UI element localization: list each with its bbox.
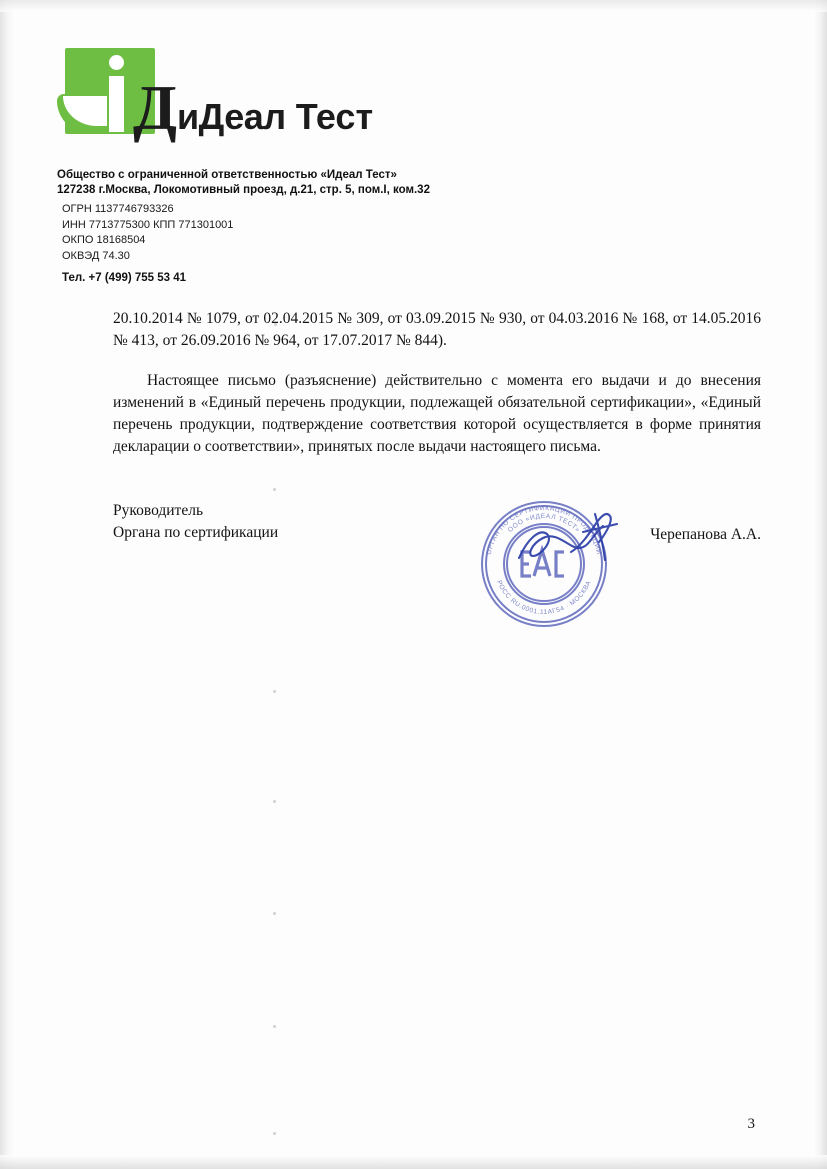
scan-speck bbox=[273, 800, 276, 803]
company-name: Общество с ограниченной ответственностью «Идеал Тест» bbox=[57, 169, 397, 181]
scan-speck bbox=[273, 912, 276, 915]
company-phone: Тел. +7 (499) 755 53 41 bbox=[62, 272, 187, 284]
signer-name: Черепанова А.А. bbox=[650, 526, 761, 543]
logo-letter-i-stem bbox=[109, 76, 124, 132]
official-stamp-icon bbox=[468, 488, 620, 640]
registration-okved: ОКВЭД 74.30 bbox=[62, 249, 130, 262]
logo-letter-i-dot bbox=[109, 55, 124, 70]
document-body bbox=[113, 308, 761, 458]
svg-text:РОСС RU.0001.11АГ54 · МОСКВА: РОСС RU.0001.11АГ54 · МОСКВА bbox=[495, 579, 593, 617]
signer-title-line-1: Руководитель bbox=[113, 502, 204, 519]
scan-speck bbox=[273, 1025, 276, 1028]
scan-speck bbox=[273, 1132, 276, 1135]
logo-letter-d: Д bbox=[133, 72, 178, 143]
scan-edge-bottom bbox=[0, 1155, 827, 1169]
body-paragraph-1: 20.10.2014 № 1079, от 02.04.2015 № 309, от 03.09.2015 № 930, от 04.03.2016 № 168, от 14.05.2016 № 413, от 26.09.2016 № 964, от 17.07.2017 № 844). bbox=[113, 310, 761, 349]
signer-title bbox=[113, 500, 278, 544]
company-identity bbox=[57, 168, 757, 198]
body-paragraph-2: Настоящее письмо (разъяснение) действительно с момента его выдачи и до внесения изменений в «Единый перечень продукции, подлежащей обязательной сертификации», «Единый перечень продукции, подтверждение соответствия которой осуществляется в форме принятия декларации о соответствии», принятых после выдачи настоящего письма. bbox=[113, 372, 761, 455]
letterhead bbox=[57, 48, 757, 284]
registration-inn-kpp: ИНН 7713775300 КПП 771301001 bbox=[62, 218, 234, 231]
logo-wordmark bbox=[133, 72, 374, 143]
signature-block bbox=[113, 500, 761, 650]
logo-word-rest: иДеал bbox=[177, 96, 286, 137]
scan-edge-top bbox=[0, 0, 827, 12]
scan-speck bbox=[273, 690, 276, 693]
registration-okpo: ОКПО 18168504 bbox=[62, 234, 146, 246]
signer-title-line-2: Органа по сертификации bbox=[113, 524, 279, 541]
company-registration-codes bbox=[62, 202, 757, 264]
registration-ogrn: ОГРН 1137746793326 bbox=[62, 203, 174, 215]
page-number: 3 bbox=[747, 1116, 755, 1132]
svg-text:ОРГАН ПО СЕРТИФИКАЦИИ ПРОДУКЦИ: ОРГАН ПО СЕРТИФИКАЦИИ ПРОДУКЦИИ bbox=[485, 504, 603, 556]
scan-edge-left bbox=[0, 0, 16, 1169]
scan-edge-right bbox=[813, 0, 827, 1169]
logo-word-test: Тест bbox=[295, 96, 374, 137]
logo-word-strong bbox=[286, 96, 296, 137]
svg-text:ООО «ИДЕАЛ ТЕСТ»: ООО «ИДЕАЛ ТЕСТ» bbox=[506, 512, 582, 535]
company-address: 127238 г.Москва, Локомотивный проезд, д.21, стр. 5, пом.I, ком.32 bbox=[57, 184, 430, 196]
scan-speck bbox=[273, 488, 276, 491]
company-logo bbox=[57, 48, 757, 160]
